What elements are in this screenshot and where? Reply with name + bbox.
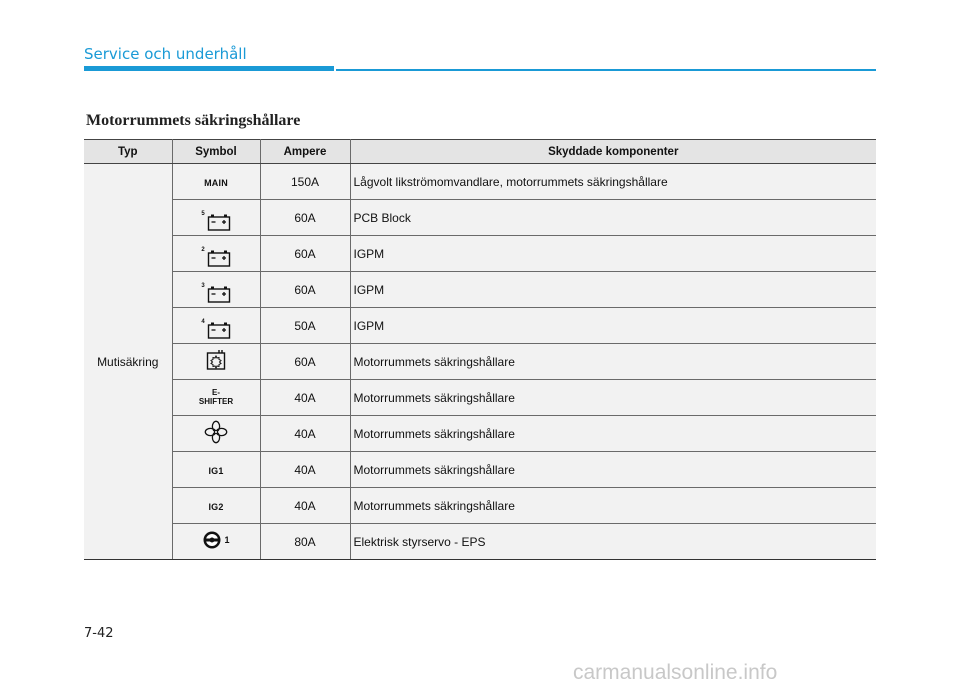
component-cell: Lågvolt likströmomvandlare, motorrummets säkringshållare <box>350 164 876 200</box>
battery-icon <box>207 285 231 303</box>
battery-icon <box>207 213 231 231</box>
ampere-cell: 50A <box>260 308 350 344</box>
symbol-cell <box>172 416 260 452</box>
ampere-cell: 60A <box>260 344 350 380</box>
symbol-label <box>199 388 233 406</box>
table-row <box>84 416 876 452</box>
ampere-cell: 60A <box>260 200 350 236</box>
ampere-cell: 40A <box>260 380 350 416</box>
battery-icon <box>207 249 231 267</box>
table-row <box>84 164 876 200</box>
component-cell: Motorrummets säkringshållare <box>350 452 876 488</box>
symbol-cell <box>172 236 260 272</box>
component-cell: IGPM <box>350 236 876 272</box>
symbol-label: IG2 <box>208 501 224 512</box>
symbol-number: 3 <box>201 283 205 289</box>
header-rule-thin <box>336 69 876 71</box>
column-header-symbol: Symbol <box>172 140 260 164</box>
symbol-cell <box>172 380 260 416</box>
steering-wheel-icon <box>202 530 222 550</box>
symbol-label-line1: E- <box>211 388 220 397</box>
symbol-label-line2: SHIFTER <box>198 397 234 406</box>
table-row <box>84 236 876 272</box>
page-title: Motorrummets säkringshållare <box>86 112 301 129</box>
column-header-typ: Typ <box>84 140 172 164</box>
symbol-number: 1 <box>224 535 230 545</box>
battery-icon <box>207 321 231 339</box>
component-cell: IGPM <box>350 308 876 344</box>
table-row <box>84 200 876 236</box>
symbol-cell <box>172 452 260 488</box>
table-row <box>84 308 876 344</box>
ampere-cell: 60A <box>260 236 350 272</box>
table-row <box>84 272 876 308</box>
symbol-cell <box>172 272 260 308</box>
component-cell: PCB Block <box>350 200 876 236</box>
table-row <box>84 524 876 560</box>
header-rule-thick <box>84 66 334 71</box>
component-cell: Motorrummets säkringshållare <box>350 380 876 416</box>
symbol-cell <box>172 200 260 236</box>
symbol-number: 2 <box>201 247 205 253</box>
symbol-cell <box>172 488 260 524</box>
symbol-cell <box>172 524 260 560</box>
page-number: 7-42 <box>84 626 114 641</box>
table-row <box>84 452 876 488</box>
watermark-link[interactable]: carmanualsonline.info <box>573 661 778 684</box>
component-cell: Motorrummets säkringshållare <box>350 416 876 452</box>
column-header-components: Skyddade komponenter <box>350 140 876 164</box>
component-cell: Motorrummets säkringshållare <box>350 344 876 380</box>
ecu-chip-icon <box>205 349 227 371</box>
symbol-number: 5 <box>201 211 205 217</box>
component-cell: IGPM <box>350 272 876 308</box>
ampere-cell: 150A <box>260 164 350 200</box>
table-row <box>84 488 876 524</box>
symbol-label: IG1 <box>208 465 224 476</box>
symbol-label: MAIN <box>204 177 228 188</box>
table-header-row <box>84 140 876 164</box>
ampere-cell: 40A <box>260 488 350 524</box>
component-cell: Elektrisk styrservo - EPS <box>350 524 876 560</box>
table-row <box>84 380 876 416</box>
table-row <box>84 344 876 380</box>
ampere-cell: 80A <box>260 524 350 560</box>
type-cell: Mutisäkring <box>84 164 172 560</box>
ampere-cell: 40A <box>260 452 350 488</box>
symbol-cell <box>172 308 260 344</box>
section-header: Service och underhåll <box>84 45 247 63</box>
column-header-ampere: Ampere <box>260 140 350 164</box>
symbol-cell <box>172 164 260 200</box>
ampere-cell: 60A <box>260 272 350 308</box>
component-cell: Motorrummets säkringshållare <box>350 488 876 524</box>
ampere-cell: 40A <box>260 416 350 452</box>
fuse-table <box>84 139 876 560</box>
symbol-cell <box>172 344 260 380</box>
symbol-number: 4 <box>201 319 205 325</box>
fan-icon <box>204 420 228 444</box>
